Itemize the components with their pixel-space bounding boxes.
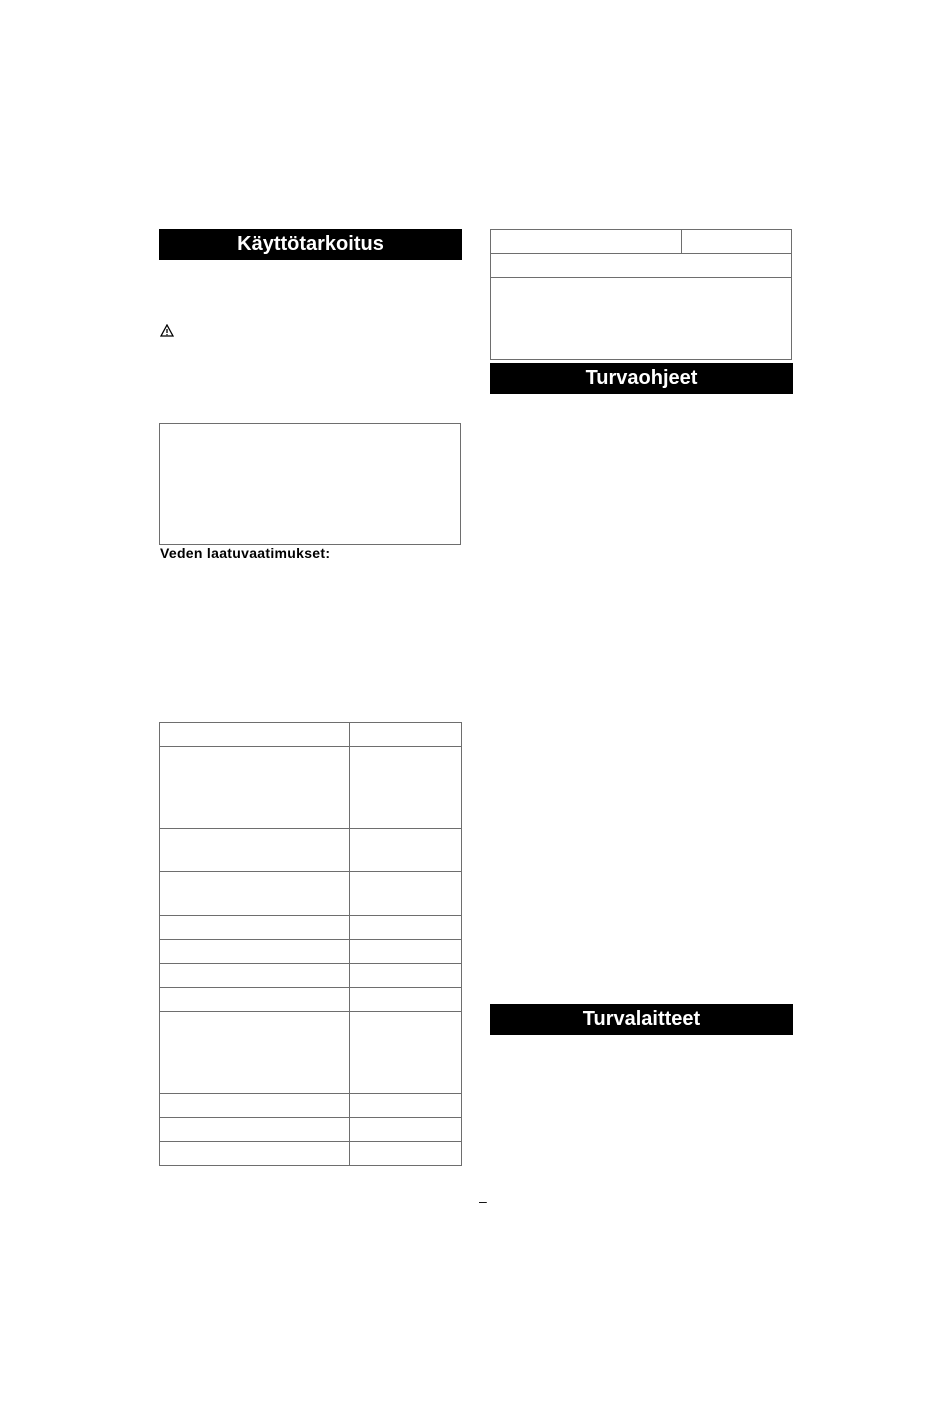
table-row [160, 964, 462, 988]
water-quality-heading: Veden laatuvaatimukset: [160, 545, 331, 561]
table-row [160, 940, 462, 964]
table-row [160, 872, 462, 916]
table-row [160, 988, 462, 1012]
section-title-safety-instructions: Turvaohjeet [490, 363, 793, 394]
water-quality-table [159, 722, 462, 1166]
table-row [160, 747, 462, 829]
table-row [160, 1012, 462, 1094]
symbol-table [490, 229, 792, 360]
table-row [160, 916, 462, 940]
table-row [160, 829, 462, 872]
section-title-safety-devices: Turvalaitteet [490, 1004, 793, 1035]
table-row [160, 1118, 462, 1142]
page-number-mark: – [479, 1193, 487, 1209]
warning-triangle-icon [160, 324, 174, 337]
table-row [160, 723, 462, 747]
table-row [160, 1094, 462, 1118]
table-row [160, 1142, 462, 1166]
table-row [491, 278, 792, 360]
table-row [491, 230, 792, 254]
table-row [491, 254, 792, 278]
section-title-intended-use: Käyttötarkoitus [159, 229, 462, 260]
note-box [159, 423, 461, 545]
